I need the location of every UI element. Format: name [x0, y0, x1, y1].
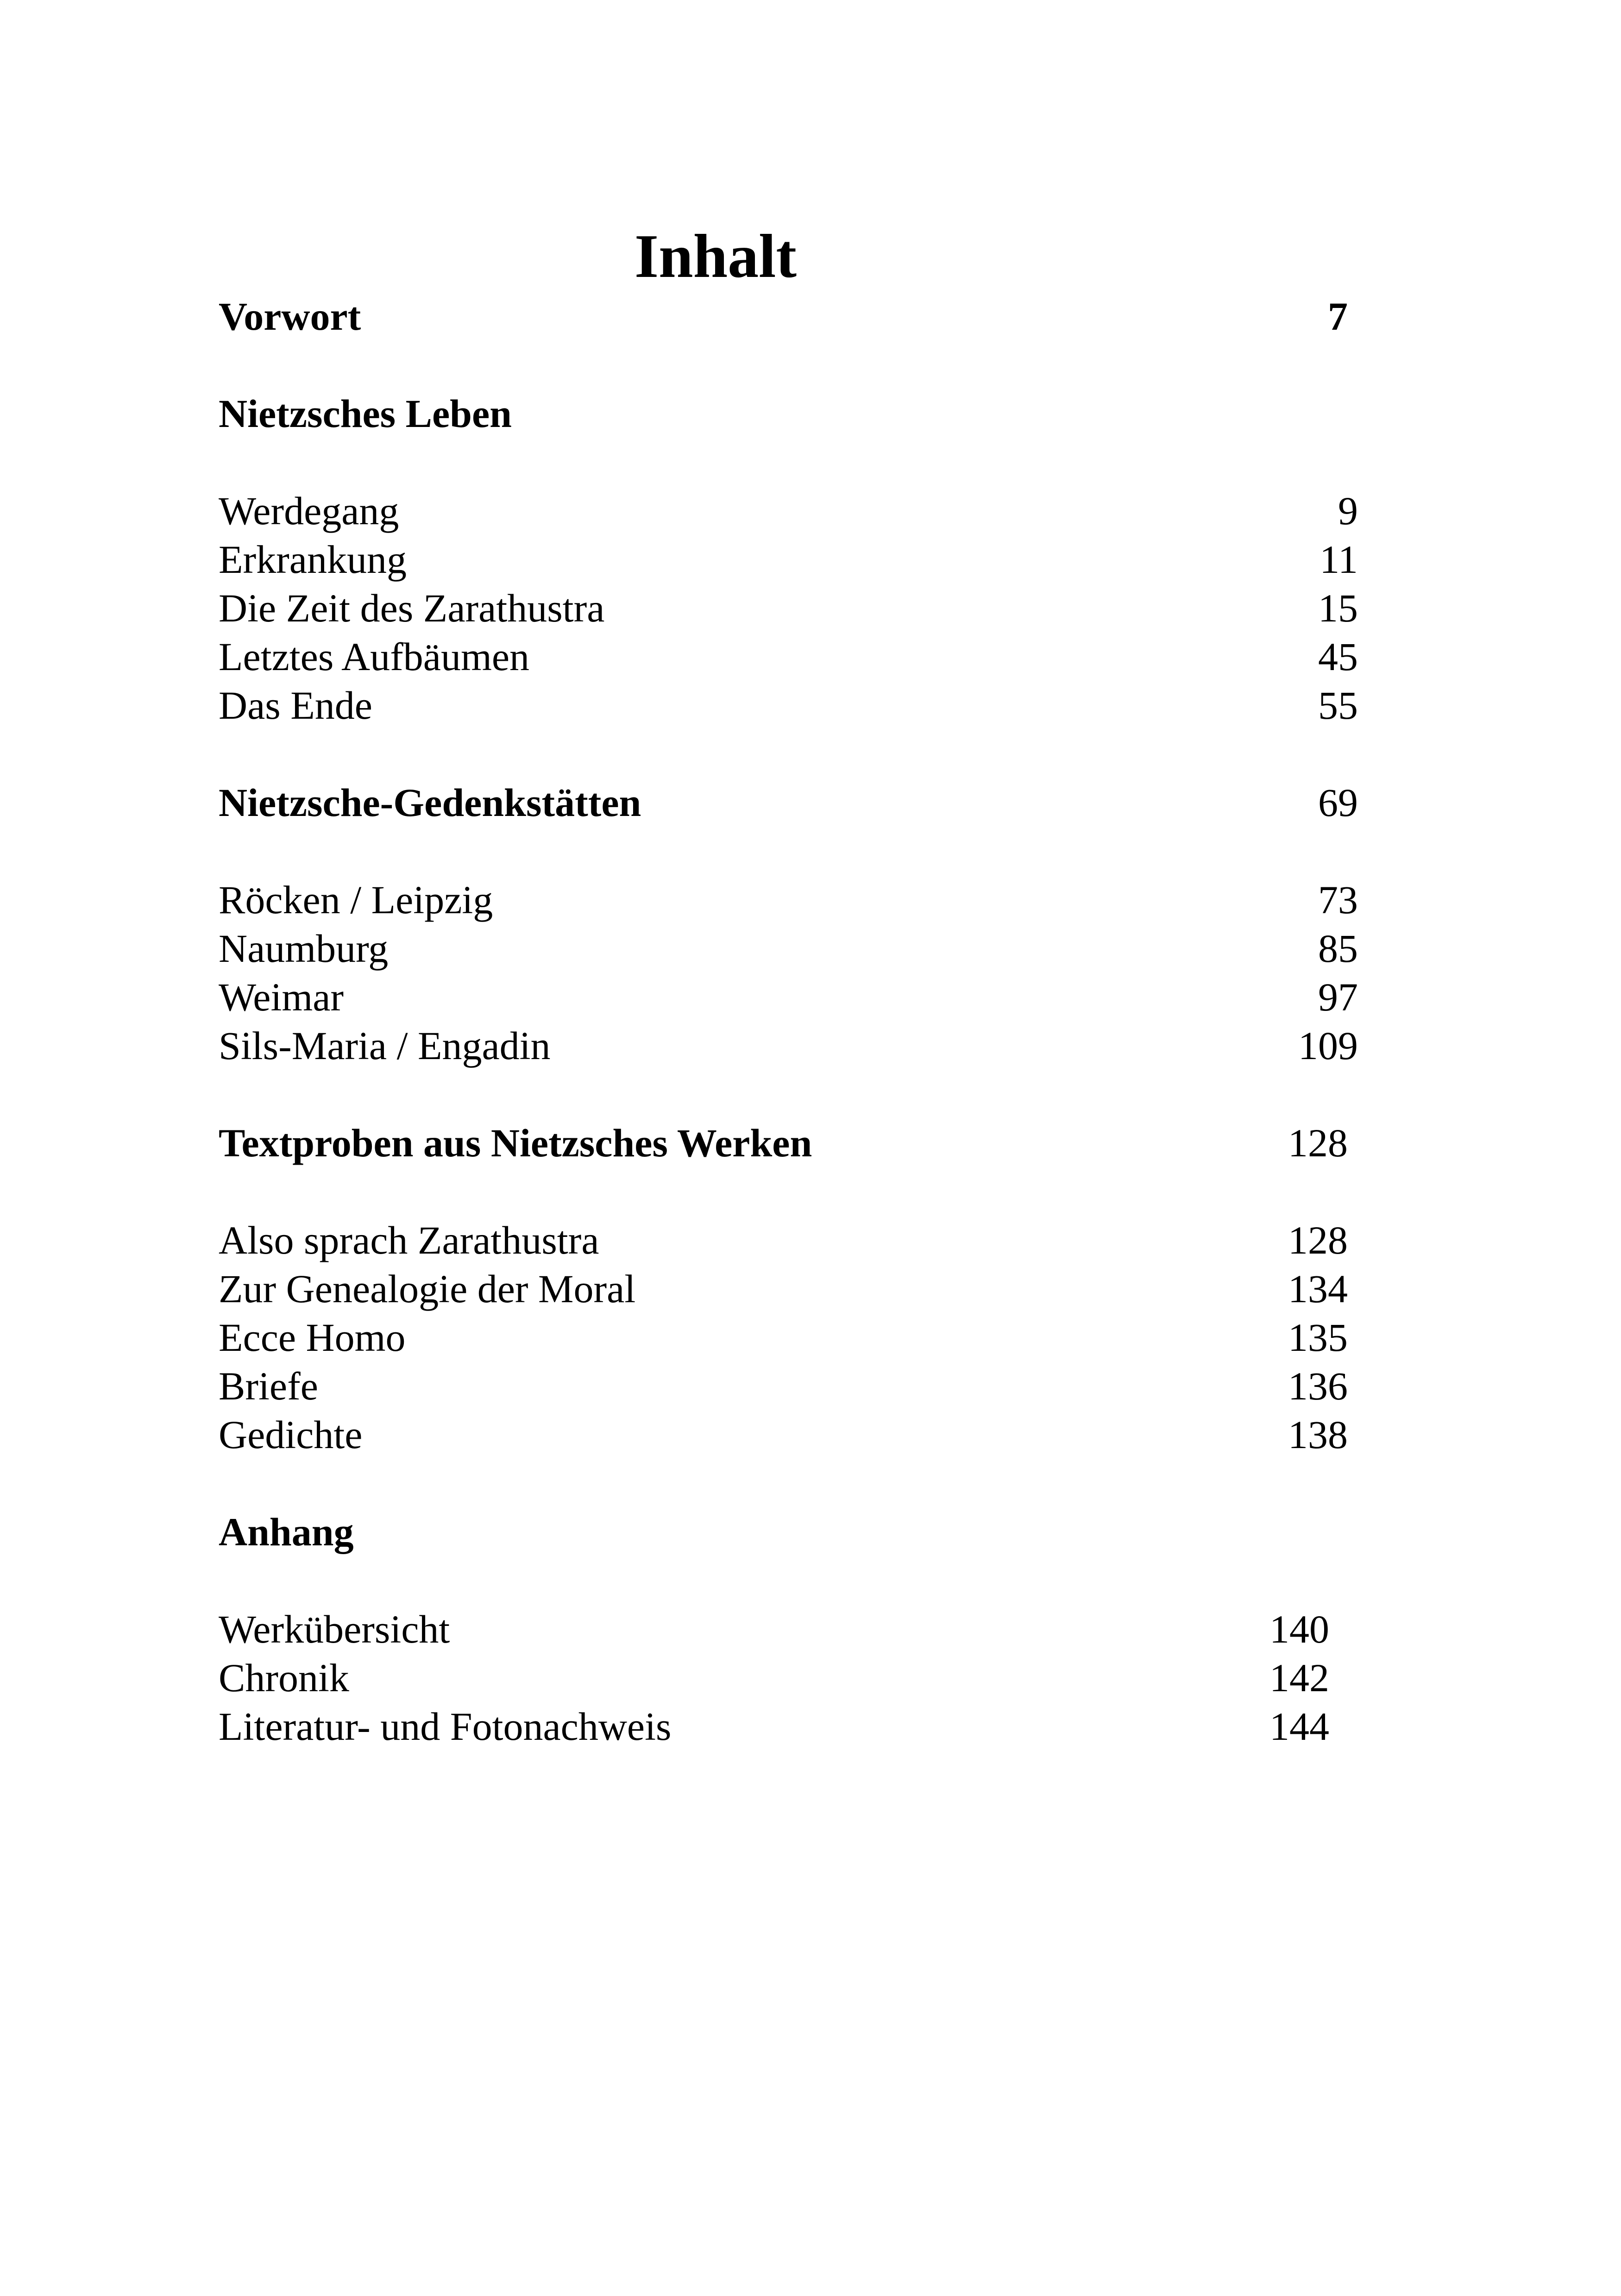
- toc-entry-page: 97: [1318, 975, 1358, 1019]
- toc-entry-page: 138: [1288, 1412, 1348, 1457]
- toc-entry-page: 45: [1318, 634, 1358, 679]
- toc-section-textproben[interactable]: [219, 1117, 1358, 1168]
- toc-entry-title: Literatur- und Fotonachweis: [219, 1704, 672, 1749]
- page-title: Inhalt: [634, 222, 797, 290]
- toc-entry-title: Erkrankung: [219, 537, 407, 582]
- toc-entry-page: 134: [1288, 1267, 1348, 1311]
- toc-entry-title: Anhang: [219, 1510, 354, 1554]
- toc-entry[interactable]: [219, 874, 1358, 925]
- toc-entry[interactable]: [219, 1020, 1358, 1071]
- toc-entry-page: 9: [1338, 489, 1358, 533]
- toc-entry-page: 142: [1269, 1656, 1329, 1700]
- toc-entry-title: Ecce Homo: [219, 1315, 406, 1360]
- toc-entry-page: 144: [1269, 1704, 1329, 1749]
- toc-section-nietzsches-leben[interactable]: [219, 388, 1358, 439]
- toc-entry-title: Zur Genealogie der Moral: [219, 1267, 636, 1311]
- toc-entry[interactable]: [219, 631, 1358, 682]
- toc-entry-title: Die Zeit des Zarathustra: [219, 586, 605, 630]
- toc-entry-title: Nietzsches Leben: [219, 391, 512, 436]
- toc-entry-page: 135: [1288, 1315, 1348, 1360]
- toc-entry-title: Röcken / Leipzig: [219, 878, 493, 922]
- toc-entry-title: Briefe: [219, 1364, 318, 1408]
- toc-entry-page: 11: [1319, 537, 1358, 582]
- toc-entry-page: 55: [1318, 683, 1358, 728]
- toc-entry[interactable]: [219, 972, 1358, 1023]
- toc-entry-title: Sils-Maria / Engadin: [219, 1023, 551, 1068]
- toc-entry[interactable]: [219, 534, 1358, 585]
- toc-entry-title: Also sprach Zarathustra: [219, 1218, 599, 1262]
- toc-entry[interactable]: [219, 1652, 1358, 1703]
- toc-entry[interactable]: [219, 485, 1358, 536]
- toc-entry[interactable]: [219, 923, 1358, 974]
- toc-section-vorwort[interactable]: [219, 291, 1358, 342]
- toc-entry-page: 136: [1288, 1364, 1348, 1408]
- toc-entry-page: 128: [1288, 1121, 1348, 1165]
- toc-entry-page: 15: [1318, 586, 1358, 630]
- toc-entry[interactable]: [219, 680, 1358, 731]
- toc-entry-title: Weimar: [219, 975, 344, 1019]
- toc-entry[interactable]: [219, 1215, 1358, 1266]
- toc-entry[interactable]: [219, 1409, 1358, 1460]
- toc-entry-page: 69: [1318, 780, 1358, 825]
- toc-entry-title: Gedichte: [219, 1412, 363, 1457]
- toc-entry-page: 85: [1318, 926, 1358, 971]
- toc-entry-page: 73: [1318, 878, 1358, 922]
- toc-entry-page: 7: [1328, 294, 1348, 339]
- toc-entry[interactable]: [219, 1701, 1358, 1752]
- toc-section-gedenkstaetten[interactable]: [219, 777, 1358, 828]
- toc-entry[interactable]: [219, 583, 1358, 634]
- toc-entry-title: Textproben aus Nietzsches Werken: [219, 1121, 812, 1165]
- toc-entry[interactable]: [219, 1263, 1358, 1314]
- toc-entry[interactable]: [219, 1312, 1358, 1363]
- toc-entry-title: Naumburg: [219, 926, 389, 971]
- toc-entry[interactable]: [219, 1604, 1358, 1655]
- toc-entry-title: Werdegang: [219, 489, 399, 533]
- toc-entry-title: Nietzsche-Gedenkstätten: [219, 780, 641, 825]
- toc-entry-title: Werkübersicht: [219, 1607, 450, 1651]
- toc-entry-page: 128: [1288, 1218, 1348, 1262]
- toc-entry[interactable]: [219, 1361, 1358, 1411]
- toc-entry-title: Das Ende: [219, 683, 372, 728]
- toc-entry-page: 109: [1298, 1023, 1358, 1068]
- toc-entry-title: Letztes Aufbäumen: [219, 634, 530, 679]
- toc-entry-page: 140: [1269, 1607, 1329, 1651]
- toc-entry-title: Chronik: [219, 1656, 349, 1700]
- toc-entry-title: Vorwort: [219, 294, 361, 339]
- toc-section-anhang[interactable]: [219, 1506, 1358, 1557]
